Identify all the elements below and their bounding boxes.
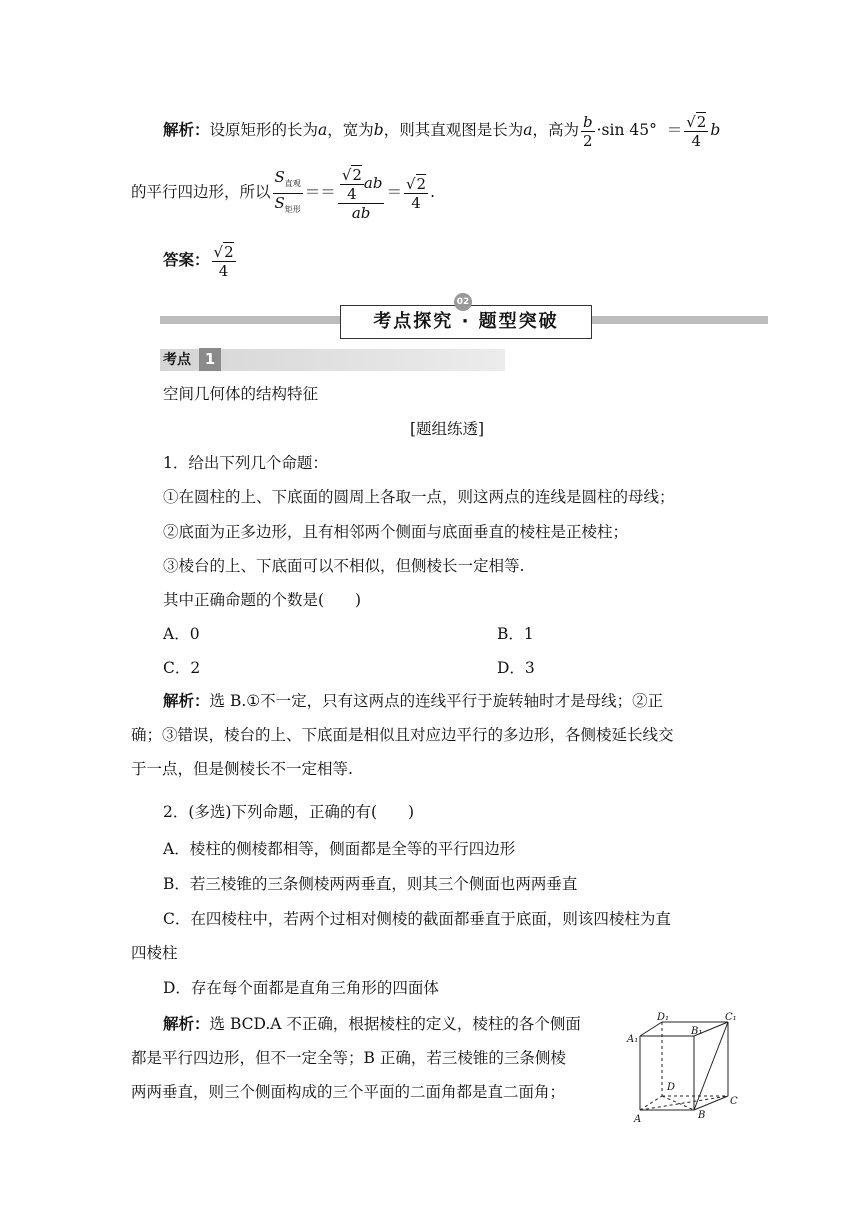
q1-proposition-2: ②底面为正多边形，且有相邻两个侧面与底面垂直的棱柱是正棱柱； bbox=[163, 523, 629, 541]
fraction-b-over-2: $\frac{b}{2}$ bbox=[583, 112, 593, 150]
q1-option-b: B．1 bbox=[497, 625, 534, 643]
q1-proposition-3: ③棱台的上、下底面可以不相似，但侧棱长一定相等. bbox=[163, 557, 525, 575]
kaodian-number: 1 bbox=[199, 348, 221, 371]
q2-solution-line1: 解析：选 BCD.A 不正确，根据棱柱的定义，棱柱的各个侧面 bbox=[163, 1015, 581, 1033]
q1-ask: 其中正确命题的个数是( ) bbox=[163, 591, 362, 609]
q2-option-c-line1: C．在四棱柱中，若两个过相对侧棱的截面都垂直于底面，则该四棱柱为直 bbox=[163, 910, 671, 928]
q1-solution-line1: 解析：选 B.①不一定，只有这两点的连线平行于旋转轴时才是母线；②正 bbox=[163, 692, 664, 710]
label-A1: A₁ bbox=[627, 1034, 639, 1045]
label-D1: D₁ bbox=[657, 1012, 670, 1023]
label-D: D bbox=[667, 1082, 676, 1093]
q2-option-c-line2: 四棱柱 bbox=[131, 944, 178, 962]
group-heading: [题组练透] bbox=[410, 420, 485, 438]
kaodian-topic: 空间几何体的结构特征 bbox=[163, 385, 319, 403]
q1-stem: 1．给出下列几个命题： bbox=[163, 454, 328, 472]
solution1-line1: 解析：设原矩形的长为a，宽为b，则其直观图是长为a，高为 $\frac{b}{2}$ ·sin 45° ＝ $\frac{√2}{4}$ b bbox=[163, 112, 721, 150]
area-ratio-fraction: $\frac{S_{直观}}{S_{矩形}}$ bbox=[274, 167, 301, 214]
answer1 bbox=[163, 238, 238, 282]
label-C: C bbox=[730, 1096, 738, 1107]
answer-fraction: $\frac{√2}{4}$ bbox=[213, 243, 234, 280]
q1-solution-line3: 于一点，但是侧棱长不一定相等. bbox=[131, 760, 353, 778]
q1-solution-line2: 确；③错误，棱台的上、下底面是相似且对应边平行的多边形，各侧棱延长线交 bbox=[131, 726, 674, 744]
prism-figure bbox=[625, 1010, 745, 1125]
q2-solution-line3: 两两垂直，则三个侧面构成的三个平面的二面角都是直二面角； bbox=[131, 1083, 566, 1101]
fraction-sqrt2-over-4: $\frac{√2}{4}$ bbox=[686, 113, 707, 150]
banner-bar-left bbox=[160, 316, 340, 324]
q2-stem: 2．(多选)下列命题，正确的有( ) bbox=[163, 803, 415, 821]
q2-option-b: B．若三棱锥的三条侧棱两两垂直，则其三个侧面也两两垂直 bbox=[163, 875, 578, 893]
q1-proposition-1: ①在圆柱的上、下底面的圆周上各取一点，则这两点的连线是圆柱的母线； bbox=[163, 488, 675, 506]
solution1-line2: 的平行四边形，所以 $\frac{S_{直观}}{S_{矩形}}$ ＝＝ $\frac{√2}{4}$ ab ab ＝ $\frac{√2}{4}$ . bbox=[131, 165, 436, 222]
solution-label: 解析： bbox=[163, 121, 210, 139]
q2-option-a: A．棱柱的侧棱都相等，侧面都是全等的平行四边形 bbox=[163, 840, 516, 858]
section-number-badge: 02 bbox=[454, 293, 472, 311]
q1-option-d: D．3 bbox=[497, 659, 535, 677]
q2-solution-line2: 都是平行四边形，但不一定全等；B 正确，若三棱锥的三条侧棱 bbox=[131, 1049, 566, 1067]
q1-option-c: C．2 bbox=[163, 659, 201, 677]
label-A: A bbox=[634, 1114, 642, 1125]
label-B: B bbox=[698, 1110, 706, 1121]
result-fraction: $\frac{√2}{4}$ bbox=[405, 175, 427, 212]
kaodian-label: 考点 bbox=[163, 352, 191, 368]
section-banner-title: 考点探究 · 题型突破 bbox=[340, 305, 592, 339]
answer-label: 答案： bbox=[163, 251, 210, 269]
q1-option-a: A．0 bbox=[163, 625, 200, 643]
banner-bar-right bbox=[590, 316, 768, 324]
label-C1: C₁ bbox=[725, 1012, 737, 1023]
complex-fraction: $\frac{√2}{4}$ ab ab bbox=[338, 165, 385, 222]
q2-option-d: D．存在每个面都是直角三角形的四面体 bbox=[163, 979, 439, 997]
label-B1: B₁ bbox=[691, 1026, 703, 1037]
